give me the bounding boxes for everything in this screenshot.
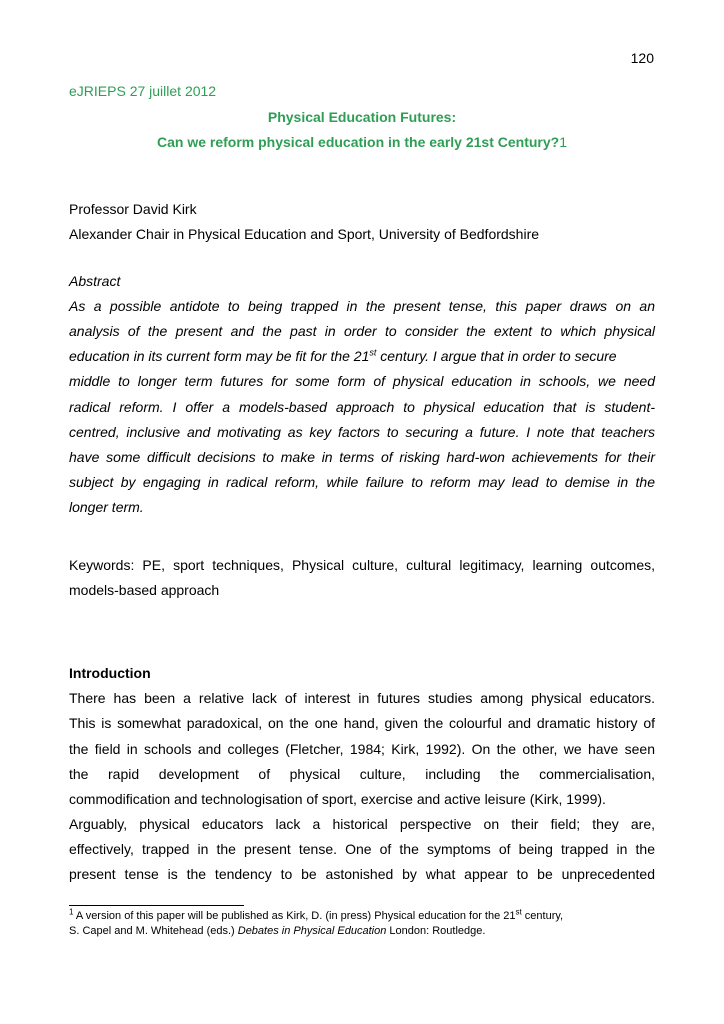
- abstract-line-tail: century. I argue that in order to secure: [376, 348, 617, 364]
- intro-line: Arguably, physical educators lack a historical perspective on their field; they are,: [69, 816, 655, 832]
- footnote-text: S. Capel and M. Whitehead (eds.): [69, 925, 238, 937]
- keywords-line: Keywords: PE, sport techniques, Physical culture, cultural legitimacy, learning outcomes,: [69, 557, 655, 573]
- intro-line: commodification and technologisation of sport, exercise and active leisure (Kirk, 1999).: [69, 791, 606, 807]
- intro-line: present tense is the tendency to be astonished by what appear to be unprecedented: [69, 866, 655, 882]
- abstract-line: radical reform. I offer a models-based approach to physical education that is student-: [69, 399, 655, 415]
- abstract-line: middle to longer term futures for some form of physical education in schools, we need: [69, 373, 655, 389]
- footnote-rule: [69, 905, 244, 906]
- intro-line: effectively, trapped in the present tense. One of the symptoms of being trapped in the: [69, 841, 655, 857]
- abstract-line: As a possible antidote to being trapped in the present tense, this paper draws on an: [69, 298, 655, 314]
- journal-header: eJRIEPS 27 juillet 2012: [69, 83, 217, 99]
- abstract-line: [69, 348, 617, 364]
- author-affiliation: Alexander Chair in Physical Education and Sport, University of Bedfordshire: [69, 226, 540, 242]
- intro-line: the rapid development of physical culture, including the commercialisation,: [69, 766, 655, 782]
- subtitle-text: Can we reform physical education in the early 21st Century?: [156, 134, 560, 150]
- section-heading-introduction: Introduction: [69, 665, 151, 681]
- abstract-heading: Abstract: [69, 273, 121, 289]
- keywords-line: models-based approach: [69, 582, 220, 598]
- footnote-marker: 1: [69, 907, 74, 917]
- footnote-line: [69, 907, 564, 922]
- article-title: Physical Education Futures:: [267, 109, 457, 125]
- footnote-superscript: st: [515, 907, 522, 917]
- footnote-tail: century,: [521, 910, 564, 922]
- abstract-line: centred, inclusive and motivating as key factors to securing a future. I note that teachers: [69, 424, 655, 440]
- intro-line: the field in schools and colleges (Fletcher, 1984; Kirk, 1992). On the other, we have seen: [69, 741, 655, 757]
- intro-line: There has been a relative lack of interest in futures studies among physical educators.: [69, 690, 655, 706]
- author-name: Professor David Kirk: [69, 201, 197, 217]
- title-footnote-marker: 1: [559, 134, 568, 150]
- article-subtitle: [0, 134, 724, 150]
- intro-line: This is somewhat paradoxical, on the one hand, given the colourful and dramatic history of: [69, 715, 655, 731]
- footnote-line: [69, 925, 485, 937]
- abstract-line: have some difficult decisions to make in terms of risking hard-won achievements for their: [69, 449, 655, 465]
- page-number: 120: [630, 50, 654, 66]
- footnote-text: London: Routledge.: [386, 925, 486, 937]
- footnote-text: A version of this paper will be published as Kirk, D. (in press) Physical education for the 21: [73, 910, 516, 922]
- abstract-line-text: education in its current form may be fit for the 21: [69, 348, 370, 364]
- abstract-line: analysis of the present and the past in order to consider the extent to which physical: [69, 323, 655, 339]
- abstract-line: subject by engaging in radical reform, while failure to reform may lead to demise in the: [69, 474, 655, 490]
- abstract-line: longer term.: [69, 499, 144, 515]
- footnote-book-title: Debates in Physical Education: [237, 925, 387, 937]
- abstract-superscript: st: [369, 347, 377, 358]
